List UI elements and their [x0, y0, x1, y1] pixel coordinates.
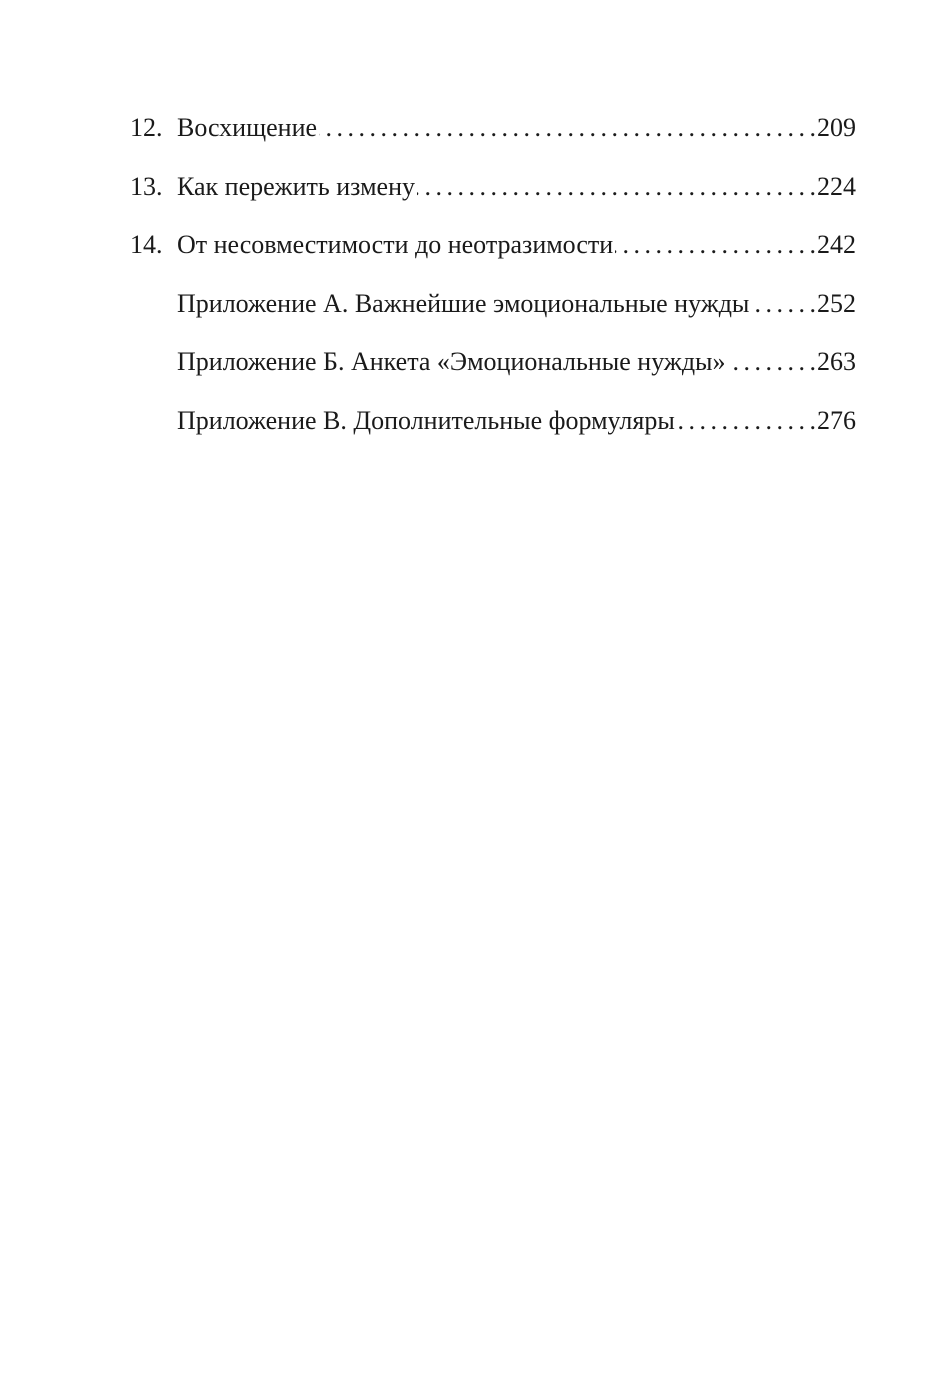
table-of-contents: [130, 113, 856, 464]
toc-entry-12: [130, 113, 856, 172]
toc-entry-title: Приложение В. Дополнительные формуляры: [177, 405, 675, 435]
dot-leader: [751, 289, 815, 319]
toc-entry-title: Приложение А. Важнейшие эмоциональные нужды: [177, 288, 750, 318]
dot-leader: [677, 406, 815, 436]
toc-entry-title: Восхищение: [177, 113, 318, 142]
toc-entry-appendix-c: [130, 406, 856, 465]
dot-leader: [615, 230, 815, 260]
toc-entry-appendix-a: [130, 289, 856, 348]
toc-entry-number: 13.: [130, 171, 163, 201]
toc-entry-14: [130, 230, 856, 289]
toc-entry-page: 276: [817, 405, 856, 435]
toc-entry-number: 14.: [130, 230, 163, 259]
dot-leader: [728, 347, 815, 377]
dot-leader: [417, 172, 815, 202]
dot-leader: [319, 113, 815, 143]
toc-entry-title: Как пережить измену: [177, 171, 415, 201]
toc-entry-page: 252: [817, 288, 856, 318]
toc-entry-number: 12.: [130, 113, 163, 142]
toc-entry-page: 263: [817, 347, 856, 376]
toc-entry-title: От несовместимости до неотразимости: [177, 230, 614, 259]
toc-entry-page: 209: [817, 113, 856, 142]
toc-entry-appendix-b: [130, 347, 856, 406]
toc-entry-title: Приложение Б. Анкета «Эмоциональные нужды»: [177, 347, 726, 376]
toc-entry-page: 224: [817, 171, 856, 201]
toc-entry-page: 242: [817, 230, 856, 259]
toc-entry-13: [130, 172, 856, 231]
